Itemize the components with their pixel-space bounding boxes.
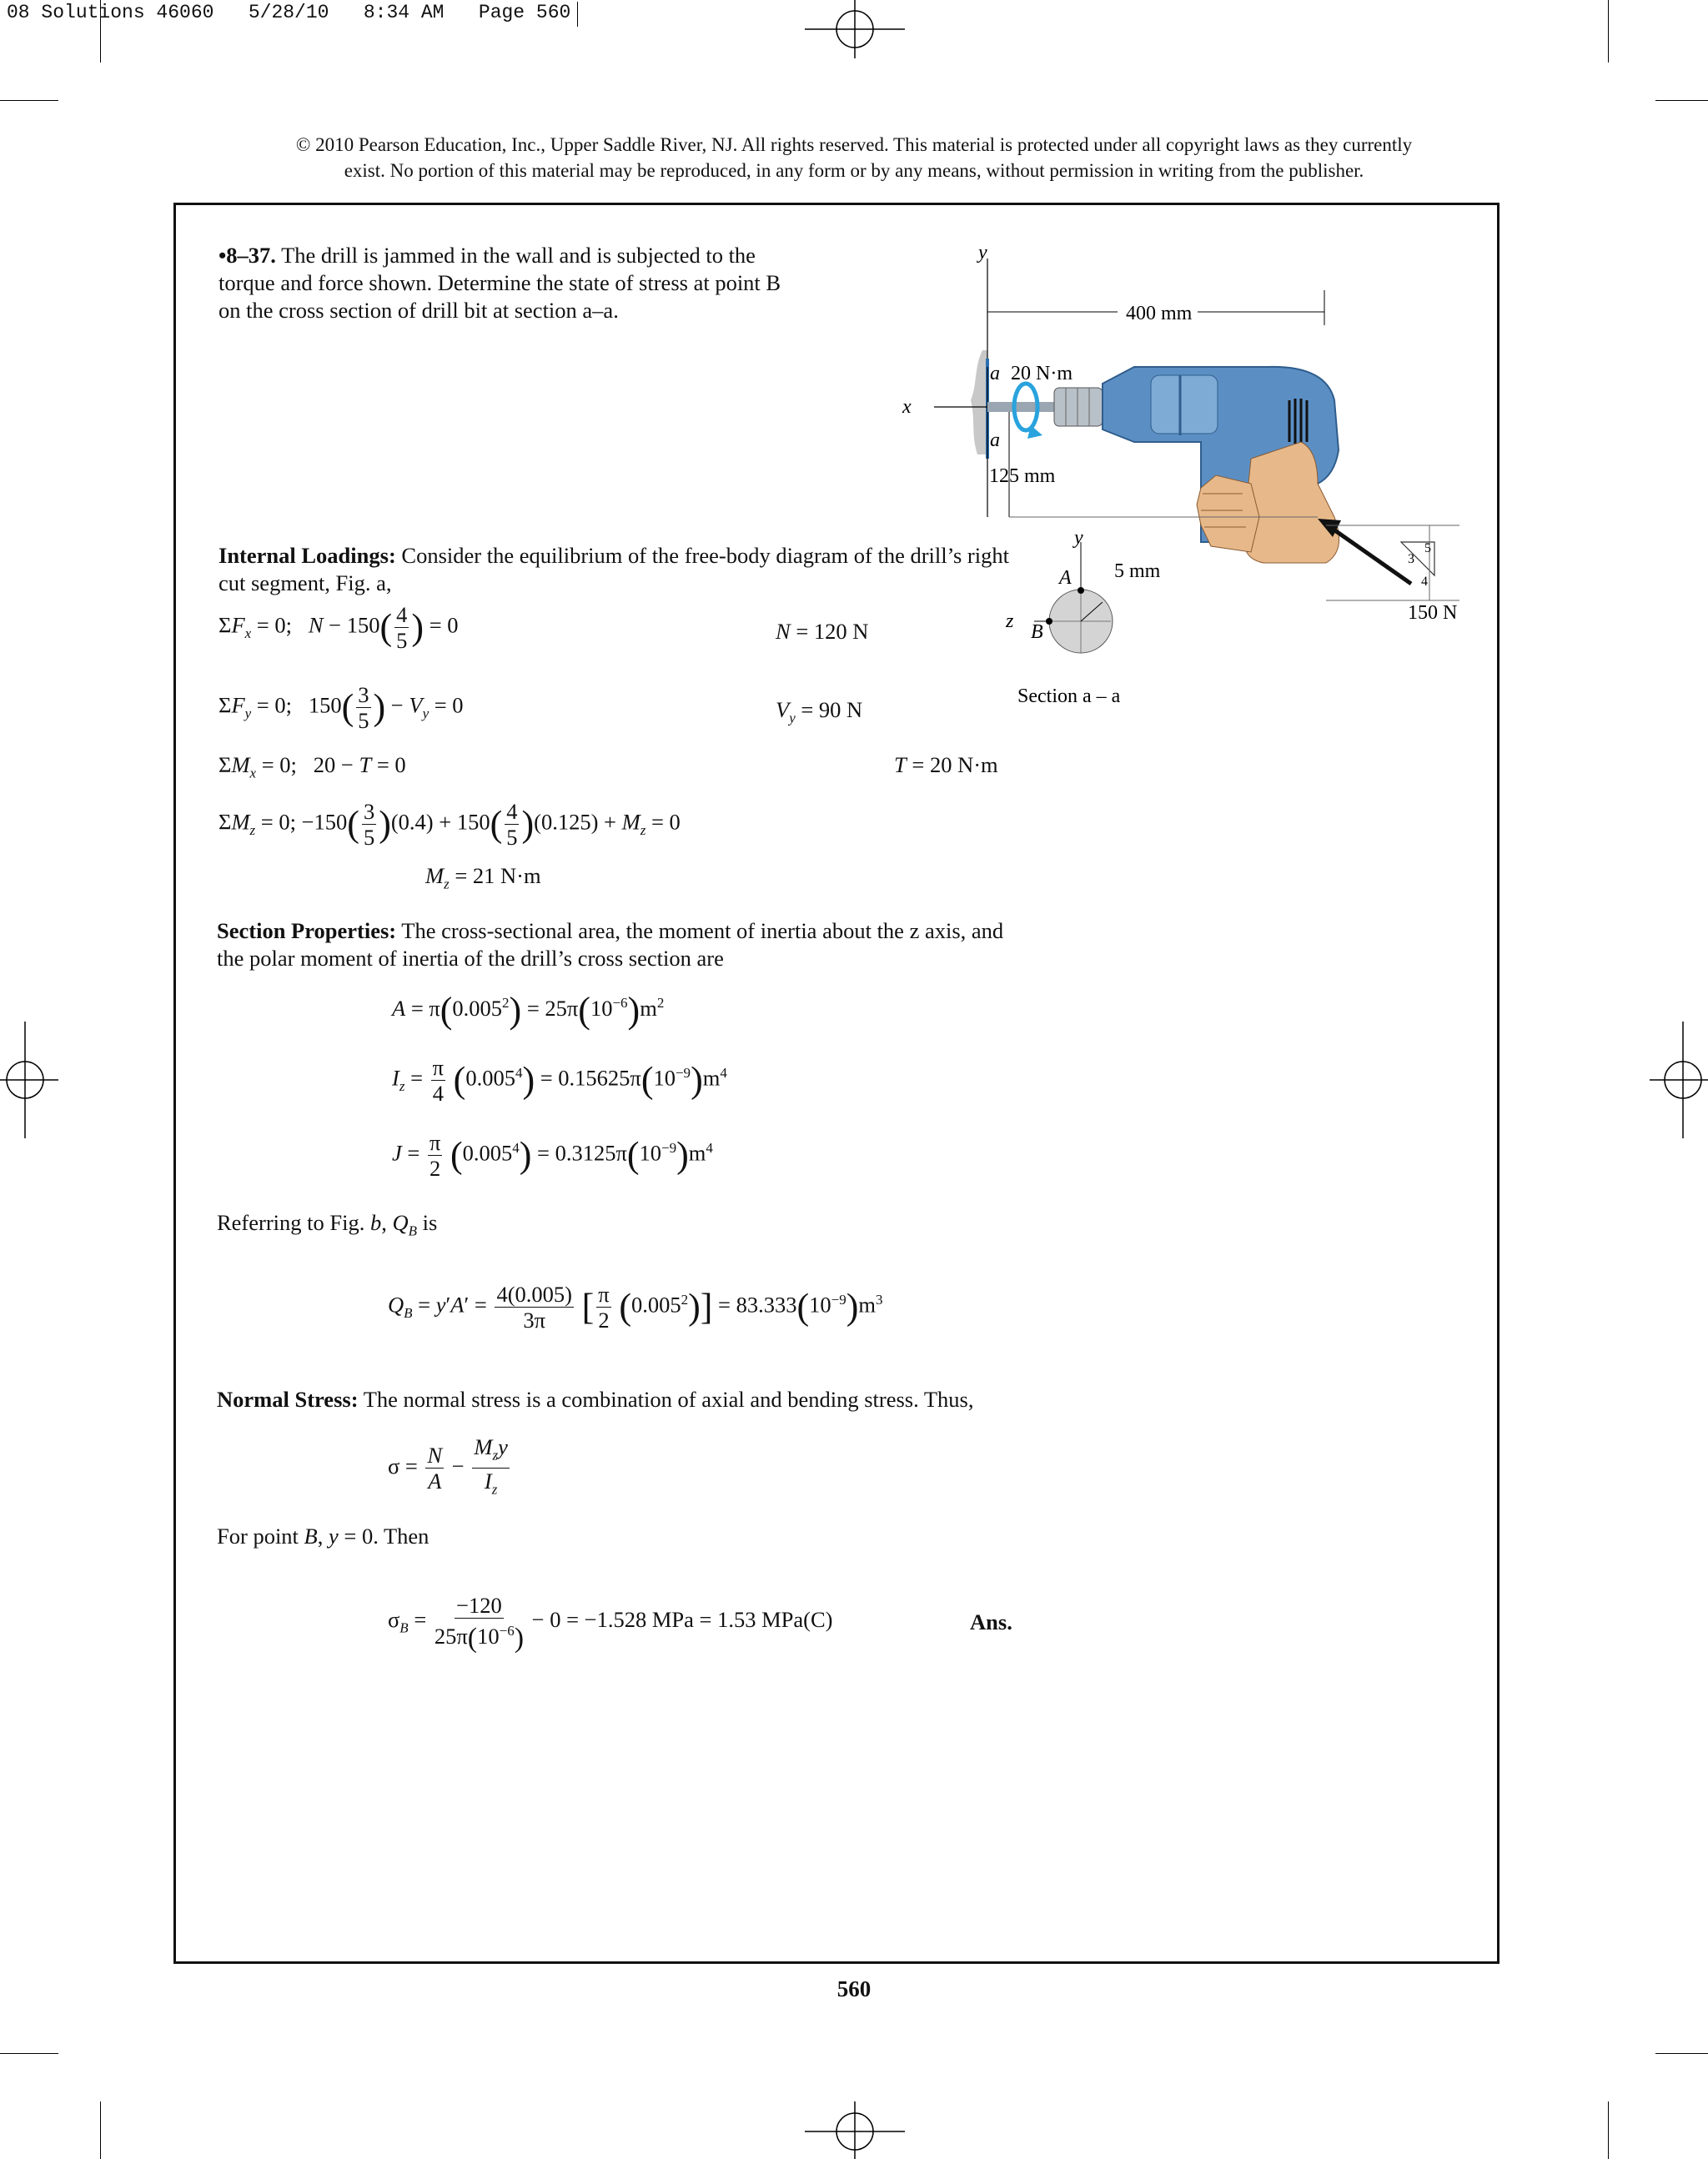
crop-mark <box>100 2101 101 2159</box>
referring-text: Referring to Fig. b, $Q_B$ is <box>217 1210 438 1239</box>
eq-area: $A = \pi(0.005^2) = 25\pi(10^{-6})m^2$ <box>392 989 665 1031</box>
eq-sigma-B: $\sigma_B$ = $\frac{-120}{25\pi(10^{-6})}$ − 0 = −1.528 MPa = 1.53 MPa(C) <box>388 1593 833 1654</box>
registration-mark-bottom <box>796 2101 913 2159</box>
page-number: 560 <box>836 1976 872 2001</box>
crop-mark <box>0 2053 58 2054</box>
print-slug: 08 Solutions 46060 5/28/10 8:34 AM Page 560 <box>7 2 578 27</box>
fig-label-B: B <box>1031 621 1043 643</box>
fig-label-a-bottom: a <box>990 429 1000 451</box>
crop-mark <box>1655 2053 1708 2054</box>
registration-mark-top <box>796 0 913 58</box>
fig-label-y-section: y <box>1074 527 1083 549</box>
fig-label-tri-5: 5 <box>1424 541 1431 555</box>
problem-text: The drill is jammed in the wall and is subjected to the torque and force shown. Determine the state of stress at point B on the cross section of drill bit at section a–a. <box>219 243 781 323</box>
eq-inertia-z: $I_z$ = $\frac{\pi}{4}$ $(0.005^4) = 0.15625\pi(10^{-9})m^4$ <box>392 1055 727 1106</box>
copyright-line-1: © 2010 Pearson Education, Inc., Upper Saddle River, NJ. All rights reserved. This material is protected under all copyright laws as they currently <box>295 134 1413 155</box>
fig-label-400mm: 400 mm <box>1126 303 1193 324</box>
result-Mz: $M_z = 21$ N·m <box>425 863 541 892</box>
answer-label: Ans. <box>970 1609 1012 1634</box>
internal-loadings-heading: Internal Loadings: <box>219 543 396 568</box>
fig-label-a-top: a <box>990 363 1000 384</box>
fig-label-y: y <box>978 242 987 264</box>
normal-stress-text: The normal stress is a combination of axial and bending stress. Thus, <box>363 1387 974 1412</box>
eq-sigma: σ = $\frac{N}{A}$ − $\frac{M_zy}{I_z}$ <box>388 1434 508 1498</box>
section-properties-text: The cross-sectional area, the moment of inertia about the z axis, and the polar moment of inertia of the drill’s cross section are <box>217 918 1004 971</box>
crop-mark <box>1608 0 1609 63</box>
eq-sum-fx: $\Sigma F_x = 0$; N − 150( $\frac{4}{5}$ ) = 0 <box>219 602 459 653</box>
section-properties-paragraph <box>217 917 1034 972</box>
crop-mark <box>0 100 58 101</box>
result-T: T = 20 N·m <box>894 752 998 777</box>
normal-stress-heading: Normal Stress: <box>217 1387 359 1412</box>
problem-statement <box>219 242 802 324</box>
crop-mark <box>1655 100 1708 101</box>
point-b-text: For point B, y = 0. Then <box>217 1524 430 1549</box>
internal-loadings-text: Consider the equilibrium of the free-body diagram of the drill’s right cut segment, Fig. a, <box>219 543 1009 595</box>
fig-label-section: Section a – a <box>1017 685 1121 707</box>
problem-number: •8–37. <box>219 243 276 268</box>
eq-sum-mz: $\Sigma M_z = 0$; −150( $\frac{3}{5}$ )(0.4) + 150( $\frac{4}{5}$ )$(0.125) + M_z = 0$ <box>219 799 681 850</box>
section-properties-heading: Section Properties: <box>217 918 397 943</box>
fig-label-z: z <box>1006 610 1014 632</box>
internal-loadings-paragraph <box>219 542 1036 597</box>
result-Vy: $V_y = 90$ N <box>776 697 863 726</box>
fig-label-tri-4: 4 <box>1421 575 1428 589</box>
fig-label-x: x <box>902 396 912 418</box>
fig-label-force: 150 N <box>1408 602 1458 624</box>
eq-polar-inertia: J = $\frac{\pi}{2}$ $(0.005^4) = 0.3125\pi(10^{-9})m^4$ <box>392 1130 713 1181</box>
fig-label-5mm: 5 mm <box>1114 560 1161 582</box>
copyright-notice <box>0 132 1708 183</box>
crop-mark <box>1608 2101 1609 2159</box>
fig-label-torque: 20 N·m <box>1011 363 1073 384</box>
normal-stress-paragraph <box>217 1386 1051 1413</box>
registration-mark-right <box>1650 1022 1708 1138</box>
copyright-line-2: exist. No portion of this material may be reproduced, in any form or by any means, without permission in writing from the publisher. <box>344 160 1364 181</box>
drill-figure <box>884 242 1468 709</box>
fig-label-tri-3: 3 <box>1408 552 1414 566</box>
fig-label-125mm: 125 mm <box>989 465 1056 487</box>
eq-QB: $Q_B = y'A'$ = $\frac{4(0.005)}{3\pi}$ [ $\frac{\pi}{2}$ $(0.005^2)] = 83.333(10^{-9})m^3$ <box>388 1282 883 1333</box>
eq-sum-mx: $\Sigma M_x = 0$; 20 − T = 0 <box>219 752 406 781</box>
result-N: N = 120 N <box>776 619 869 644</box>
eq-sum-fy: $\Sigma F_y = 0$; 150( $\frac{3}{5}$ ) − $V_y = 0$ <box>219 682 464 733</box>
fig-label-A: A <box>1059 567 1072 589</box>
registration-mark-left <box>0 1022 58 1138</box>
